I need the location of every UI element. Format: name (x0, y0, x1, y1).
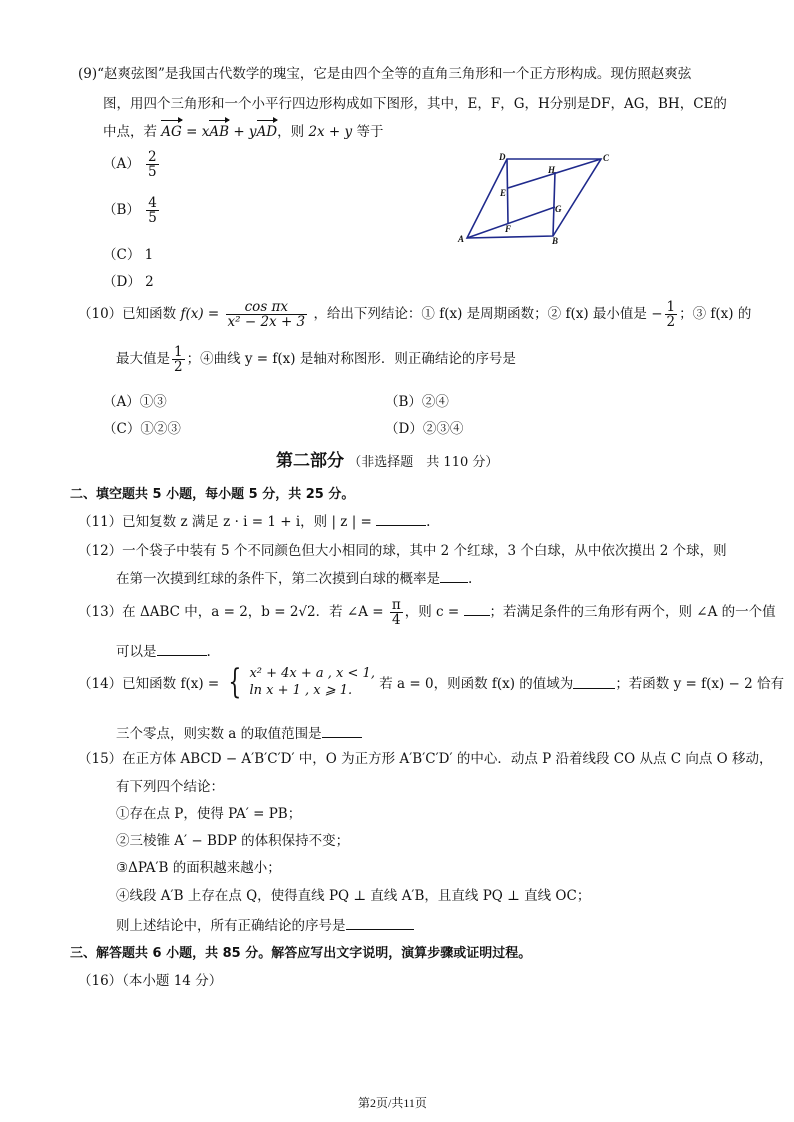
q14-tail: ；若函数 y = f(x) − 2 恰有 (615, 676, 785, 692)
answer-blank (376, 513, 426, 526)
q10-max-fraction (172, 345, 185, 374)
part2-heading (276, 446, 498, 471)
q15-line1: （15）在正方体 ABCD − A′B′C′D′ 中，O 为正方形 A′B′C′D′ 的中心．动点 P 沿着线段 CO 从点 C 向点 O 移动， (78, 751, 773, 767)
q11-text: （11）已知复数 z 满足 z · i = 1 + i，则 | z | = (78, 514, 372, 530)
q10-line2-post: ；④曲线 y = f(x) 是轴对称图形．则正确结论的序号是 (186, 351, 516, 368)
page-footer: 第2页/共11页 (358, 1096, 427, 1110)
q14-line2 (116, 722, 362, 742)
q9-option-b (103, 196, 161, 225)
q14-line1 (78, 662, 785, 702)
q14-pre: （14）已知函数 f(x) = (78, 676, 220, 692)
q13-line2-post: . (206, 644, 211, 660)
q10-tail: ；③ f(x) 的 (679, 306, 752, 323)
q10-option-c: （C）①②③ (103, 421, 181, 437)
fraction (146, 196, 159, 225)
q14-line2-text: 三个零点，则实数 a 的取值范围是 (116, 726, 322, 742)
option-label: （D） (103, 274, 141, 290)
q10-option-a: （A）①③ (103, 394, 167, 410)
q9-figure (455, 150, 615, 250)
option-value: 2 (145, 274, 154, 290)
label-h: H (548, 165, 556, 175)
answer-blank (464, 603, 490, 616)
q9-vector-equation: AG = xAB + yAD (161, 124, 277, 140)
q10-line1: （10）已知函数 f(x) = $\frac{\text{cos πx}}{\text{x² − 2x + 3}}$ ，给出下列结论：① f(x) 是周期函数；② f(x) 最小值是 − $\frac{1}{2}$ ；③ f(x) 的 (78, 299, 752, 331)
q9-option-d (103, 270, 154, 290)
q12-line1: （12）一个袋子中装有 5 个不同颜色但大小相同的球，其中 2 个红球，3 个白球，从中依次摸出 2 个球，则 (78, 543, 727, 559)
frac-num: 1 (666, 299, 676, 315)
q9-option-c (103, 243, 153, 263)
q9-line3-tail: 等于 (356, 124, 384, 140)
q13-line2-text: 可以是 (116, 644, 157, 660)
frac-den: x² − 2x + 3 (227, 314, 306, 331)
q11 (78, 510, 430, 530)
segment-df (507, 159, 508, 223)
q10-pre: （10）已知函数 (78, 306, 177, 323)
label-e: E (500, 188, 507, 198)
fraction (146, 150, 159, 179)
q14-piecewise (249, 665, 375, 699)
q13-line2 (116, 640, 211, 660)
q9-line3-post: ，则 (277, 124, 305, 140)
q15-item-4: ④线段 A′B 上存在点 Q，使得直线 PQ ⊥ 直线 A′B，且直线 PQ ⊥ 直线 OC； (116, 888, 591, 904)
q10-line2-pre: 最大值是 (116, 351, 170, 368)
label-c: C (603, 153, 610, 163)
part2-title: 第二部分 (276, 451, 344, 471)
answer-blank (346, 917, 414, 930)
answer-blank (573, 676, 615, 689)
q16: （16）（本小题 14 分） (78, 973, 223, 989)
q10-option-d: （D）②③④ (385, 421, 464, 437)
option-label: （C） (103, 247, 141, 263)
q15-item-2: ②三棱锥 A′ − BDP 的体积保持不变； (116, 833, 350, 849)
section3-heading: 三、解答题共 6 小题，共 85 分。解答应写出文字说明，演算步骤或证明过程。 (70, 946, 532, 961)
q9-line2: 图，用四个三角形和一个小平行四边形构成如下图形，其中，E，F，G，H分别是DF，AG，BH，CE的 (103, 96, 727, 112)
section2-heading: 二、填空题共 5 小题，每小题 5 分，共 25 分。 (70, 487, 355, 502)
q10-min-fraction (665, 300, 678, 329)
frac-num: 2 (148, 149, 157, 165)
q13-mid: ，则 c = (404, 604, 460, 621)
answer-blank (322, 725, 362, 738)
frac-den: 2 (666, 314, 676, 331)
label-d: D (499, 152, 506, 162)
q13-pre: （13）在 ΔABC 中，a = 2，b = 2√2．若 ∠A = (78, 604, 384, 621)
answer-blank (157, 643, 207, 656)
label-f: F (505, 224, 512, 234)
frac-num: 1 (174, 344, 183, 360)
brace-icon: { (227, 662, 241, 702)
q12-post: . (468, 571, 473, 587)
label-b: B (552, 236, 559, 246)
label-g: G (555, 204, 562, 214)
frac-num: cos πx (226, 300, 308, 315)
q9-option-a (103, 150, 161, 179)
frac-den: 5 (148, 164, 157, 181)
frac-den: 2 (174, 359, 183, 376)
q10-mid: ，给出下列结论：① f(x) 是周期函数；② f(x) 最小值是 (313, 306, 647, 323)
piece-2: ln x + 1 , x ⩾ 1. (249, 683, 353, 698)
option-label: （A） (103, 156, 140, 173)
q15-last (116, 914, 414, 934)
q15-item-3: ③ΔPA′B 的面积越来越小； (116, 860, 281, 876)
q15-line2: 有下列四个结论： (116, 779, 224, 795)
q11-post: . (426, 514, 431, 530)
answer-blank (440, 570, 468, 583)
frac-num: 4 (148, 195, 157, 211)
q9-expression: 2x + y (308, 124, 353, 140)
q13-line1 (78, 598, 776, 627)
q15-last-text: 则上述结论中，所有正确结论的序号是 (116, 918, 346, 934)
q12-line2 (116, 567, 472, 587)
outer-parallelogram (467, 159, 601, 238)
q10-option-b: （B）②④ (385, 394, 449, 410)
q13-mid2: ；若满足条件的三角形有两个，则 ∠A 的一个值 (489, 604, 776, 621)
piece-1: x² + 4x + a , x < 1, (249, 666, 375, 681)
q10-line2 (116, 345, 516, 374)
q10-function-fraction (226, 300, 308, 329)
q13-angle-fraction (390, 598, 403, 627)
option-label: （B） (103, 202, 140, 219)
frac-den: 4 (392, 612, 401, 629)
frac-den: 5 (148, 210, 157, 227)
q12-text: 在第一次摸到红球的条件下，第二次摸到白球的概率是 (116, 571, 440, 587)
option-value: 1 (144, 247, 154, 263)
q9-line1: (9)“赵爽弦图”是我国古代数学的瑰宝，它是由四个全等的直角三角形和一个正方形构成。现仿照赵爽弦 (78, 66, 692, 82)
frac-num: π (391, 597, 401, 613)
q9-line3 (103, 120, 383, 140)
part2-subtitle: （非选择题 共 110 分） (348, 455, 499, 470)
q15-item-1: ①存在点 P，使得 PA′ = PB； (116, 806, 302, 822)
q14-mid: 若 a = 0，则函数 f(x) 的值域为 (379, 676, 574, 692)
q9-line3-pre: 中点，若 (103, 124, 157, 140)
label-a: A (458, 234, 465, 244)
